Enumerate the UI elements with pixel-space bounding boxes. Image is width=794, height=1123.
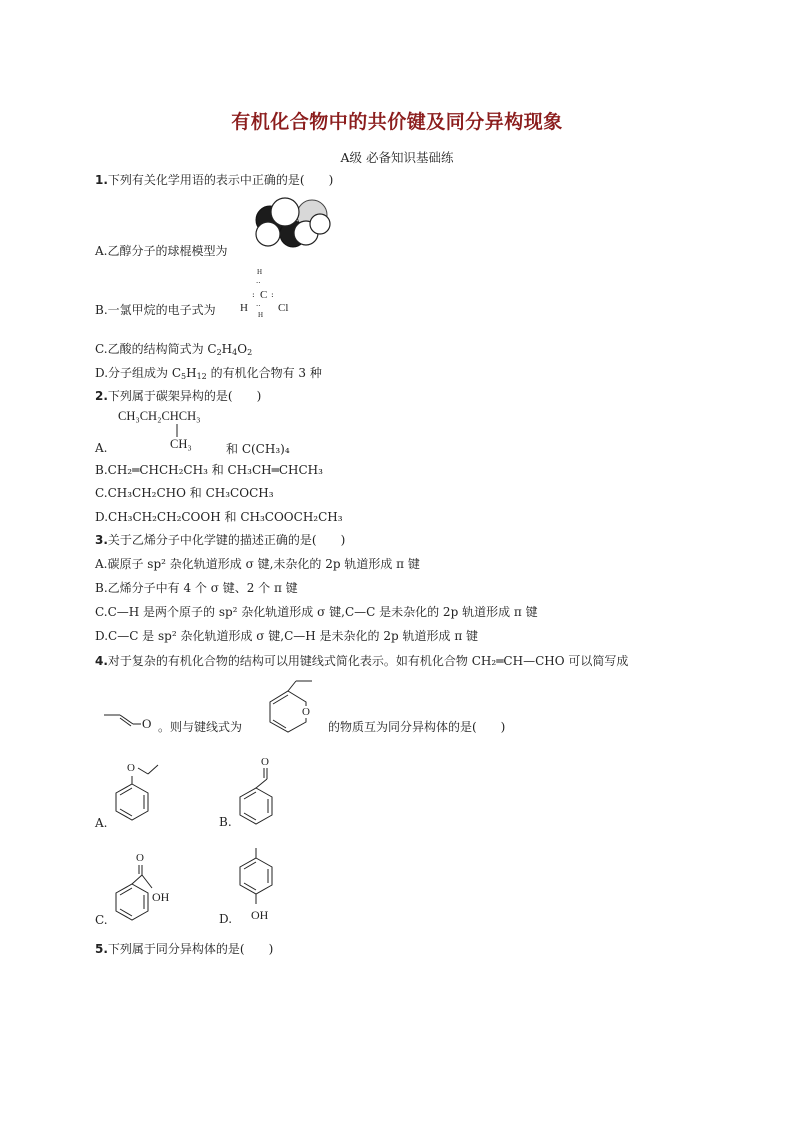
question-4-option-d-label: D. bbox=[219, 912, 233, 926]
question-2-option-c: C.CH₃CH₂CHO 和 CH₃COCH₃ bbox=[95, 486, 274, 500]
question-2-a-and: 和 C(CH₃)₄ bbox=[226, 442, 290, 456]
option-b-o: O bbox=[261, 756, 269, 768]
question-1-option-b: B.一氯甲烷的电子式为 bbox=[95, 303, 216, 317]
option-c-structure bbox=[112, 852, 182, 926]
question-2-a-chain: CH₃CH₂CHCH₃ bbox=[118, 409, 201, 423]
question-4-option-c-label: C. bbox=[95, 913, 108, 927]
question-2-a-branch-bond bbox=[175, 424, 179, 438]
question-2-option-d: D.CH₃CH₂CH₂COOH 和 CH₃COOCH₂CH₃ bbox=[95, 510, 343, 524]
pyran-skeletal-formula bbox=[262, 676, 324, 738]
question-4-option-b-label: B. bbox=[219, 815, 232, 829]
option-d-oh: OH bbox=[251, 908, 269, 922]
question-4-option-a-label: A. bbox=[95, 816, 108, 830]
electron-formula-dots-bottom: ·· bbox=[256, 302, 261, 310]
question-3-option-b: B.乙烯分子中有 4 个 σ 键、2 个 π 键 bbox=[95, 581, 298, 595]
electron-formula-h-left: H bbox=[240, 302, 248, 314]
ethanol-ball-model-image bbox=[250, 196, 335, 248]
question-4-tail-text: 的物质互为同分异构体的是( ) bbox=[328, 720, 506, 734]
electron-formula-dots-right: : bbox=[271, 290, 274, 299]
page-title: 有机化合物中的共价键及同分异构现象 bbox=[231, 111, 563, 133]
electron-formula-c: C bbox=[260, 289, 268, 301]
electron-formula-h-top: H bbox=[257, 268, 263, 276]
electron-formula-h-bottom: H bbox=[258, 311, 264, 319]
question-4-mid-text: 。则与键线式为 bbox=[158, 720, 243, 734]
question-4-stem: 4.对于复杂的有机化合物的结构可以用键线式简化表示。如有机化合物 CH₂═CH—CHO 可以简写成 bbox=[95, 654, 629, 668]
option-c-o: O bbox=[136, 852, 144, 864]
option-a-o: O bbox=[127, 762, 135, 774]
question-3-option-d: D.C—C 是 sp² 杂化轨道形成 σ 键,C—H 是未杂化的 2p 轨道形成 π 键 bbox=[95, 629, 479, 643]
electron-formula-cl: Cl bbox=[278, 302, 289, 314]
question-2-option-a-label: A. bbox=[95, 441, 108, 455]
option-d-structure bbox=[236, 846, 286, 910]
question-1-stem: 1.下列有关化学用语的表示中正确的是( ) bbox=[95, 173, 334, 187]
question-2-option-b: B.CH₂═CHCH₂CH₃ 和 CH₃CH═CHCH₃ bbox=[95, 463, 323, 477]
question-2-stem: 2.下列属于碳架异构的是( ) bbox=[95, 389, 262, 403]
acrolein-o: O bbox=[142, 716, 152, 731]
question-1-option-d: D.分子组成为 $C_5H_{12}$ 的有机化合物有 3 种 bbox=[95, 366, 322, 381]
option-c-oh: OH bbox=[152, 890, 170, 904]
question-1-option-c: C.乙酸的结构简式为 $C_2H_4O_2$ bbox=[95, 342, 253, 357]
electron-formula-dots-top: ·· bbox=[256, 279, 261, 287]
section-subtitle: A级 必备知识基础练 bbox=[340, 150, 454, 165]
option-a-structure bbox=[112, 762, 172, 828]
question-3-option-c: C.C—H 是两个原子的 sp² 杂化轨道形成 σ 键,C—C 是未杂化的 2p 轨道形成 π 键 bbox=[95, 605, 538, 619]
question-3-option-a: A.碳原子 sp² 杂化轨道形成 σ 键,未杂化的 2p 轨道形成 π 键 bbox=[95, 557, 420, 571]
question-1-option-a: A.乙醇分子的球棍模型为 bbox=[95, 244, 228, 258]
electron-formula-dots-left: : bbox=[252, 290, 255, 299]
question-3-stem: 3.关于乙烯分子中化学键的描述正确的是( ) bbox=[95, 533, 346, 547]
question-5-stem: 5.下列属于同分异构体的是( ) bbox=[95, 942, 274, 956]
question-2-a-branch: CH₃ bbox=[170, 437, 192, 451]
pyran-o: O bbox=[302, 706, 310, 718]
